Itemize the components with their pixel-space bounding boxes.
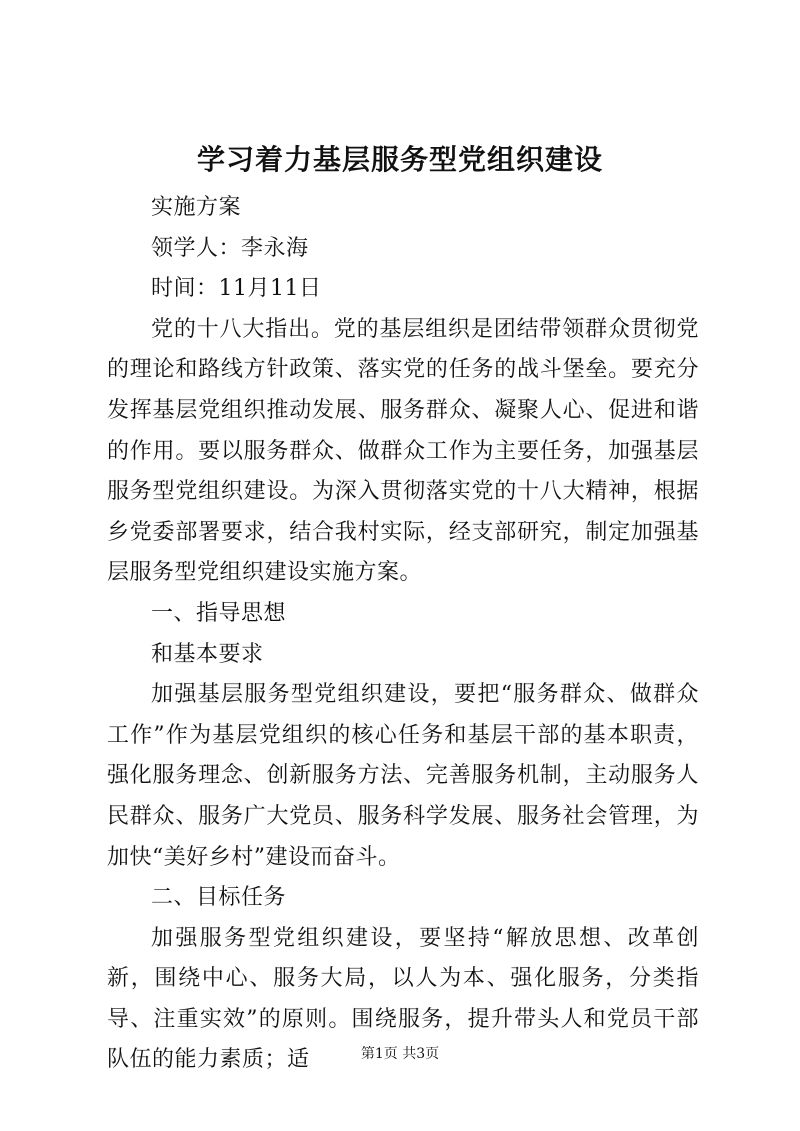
paragraph-requirements: 加强基层服务型党组织建设，要把“服务群众、做群众工作”作为基层党组织的核心任务和基层干部的基本职责，强化服务理念、创新服务方法、完善服务机制，主动服务人民群众、服务广大党员、服务科学发展、服务社会管理，为加快“美好乡村”建设而奋斗。 bbox=[107, 682, 699, 870]
paragraph-date: 时间：11月11日 bbox=[151, 276, 322, 302]
paragraph-subtitle: 实施方案 bbox=[151, 195, 242, 220]
paragraph-introduction: 党的十八大指出。党的基层组织是团结带领群众贯彻党的理论和路线方针政策、落实党的任务的战斗堡垒。要充分发挥基层党组织推动发展、服务群众、凝聚人心、促进和谐的作用。要以服务群众、做群众工作为主要任务，加强基层服务型党组织建设。为深入贯彻落实党的十八大精神，根据乡党委部署要求，结合我村实际，经支部研究，制定加强基层服务型党组织建设实施方案。 bbox=[107, 316, 699, 586]
document-body bbox=[107, 188, 699, 1081]
document-title: 学习着力基层服务型党组织建设 bbox=[196, 143, 603, 176]
section-heading-goals: 二、目标任务 bbox=[151, 885, 287, 911]
paragraph-presenter: 领学人：李永海 bbox=[151, 235, 309, 261]
section-heading-guiding-ideology: 一、指导思想 bbox=[151, 600, 287, 626]
paragraph-goals: 加强服务型党组织建设，要坚持“解放思想、改革创新，围绕中心、服务大局，以人为本、强化服务，分类指导、注重实效”的原则。围绕服务，提升带头人和党员干部队伍的能力素质；适 bbox=[107, 925, 699, 1073]
page-number-footer: 第1页 共3页 bbox=[360, 1046, 440, 1062]
section-heading-basic-requirements: 和基本要求 bbox=[151, 641, 264, 667]
